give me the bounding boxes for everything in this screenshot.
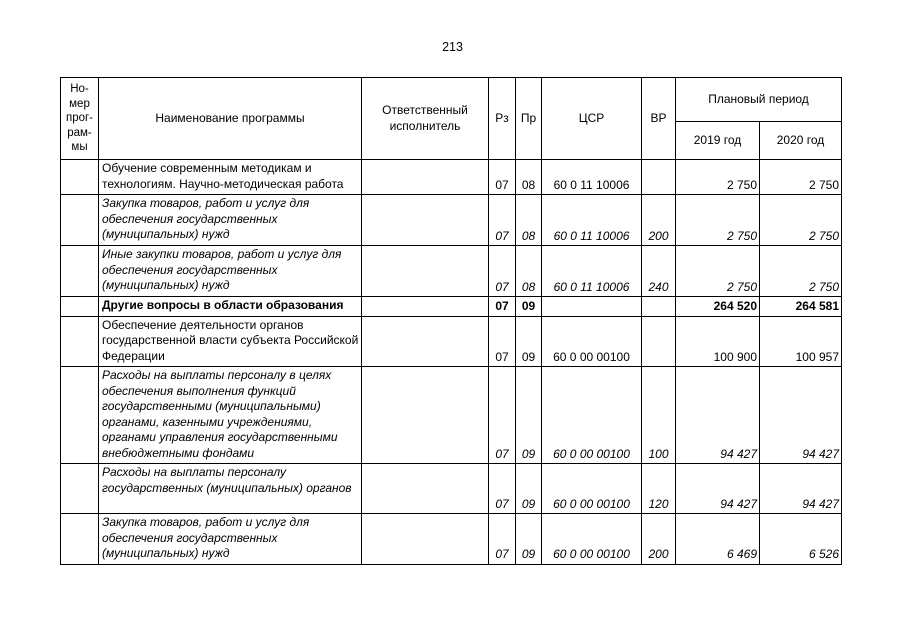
responsible-cell [362,195,489,246]
table-row [61,246,842,297]
pr-cell: 09 [516,297,542,317]
header-year-2019: 2019 год [676,122,760,160]
header-csr: ЦСР [542,78,642,160]
value-2019-cell: 2 750 [676,195,760,246]
pr-cell: 09 [516,514,542,565]
csr-cell: 60 0 11 10006 [542,246,642,297]
budget-table [60,77,842,565]
program-number-cell [61,367,99,464]
rz-cell: 07 [489,195,516,246]
value-2020-cell: 94 427 [760,367,842,464]
value-2019-cell: 94 427 [676,367,760,464]
responsible-cell [362,514,489,565]
table-row [61,195,842,246]
value-2020-cell: 94 427 [760,464,842,514]
vr-cell: 100 [642,367,676,464]
page-number: 213 [442,40,463,54]
csr-cell: 60 0 11 10006 [542,195,642,246]
program-name-cell: Закупка товаров, работ и услуг для обеспечения государственных (муниципальных) нужд [99,195,362,246]
table-row [61,297,842,317]
value-2019-cell: 2 750 [676,160,760,195]
pr-cell: 09 [516,367,542,464]
value-2019-cell: 6 469 [676,514,760,565]
csr-cell: 60 0 00 00100 [542,367,642,464]
pr-cell: 08 [516,246,542,297]
header-vr: ВР [642,78,676,160]
program-name-cell: Другие вопросы в области образования [99,297,362,317]
program-name-cell: Иные закупки товаров, работ и услуг для обеспечения государственных (муниципальных) нужд [99,246,362,297]
csr-cell: 60 0 11 10006 [542,160,642,195]
header-program-number: Но-мер прог-рам-мы [61,78,99,160]
header-rz: Рз [489,78,516,160]
responsible-cell [362,464,489,514]
pr-cell: 08 [516,160,542,195]
program-number-cell [61,297,99,317]
value-2020-cell: 2 750 [760,246,842,297]
responsible-cell [362,297,489,317]
rz-cell: 07 [489,367,516,464]
rz-cell: 07 [489,246,516,297]
vr-cell: 240 [642,246,676,297]
responsible-cell [362,367,489,464]
value-2019-cell: 94 427 [676,464,760,514]
program-number-cell [61,246,99,297]
rz-cell: 07 [489,316,516,367]
vr-cell: 120 [642,464,676,514]
program-name-cell: Расходы на выплаты персоналу государственных (муниципальных) органов [99,464,362,514]
pr-cell: 09 [516,316,542,367]
value-2020-cell: 6 526 [760,514,842,565]
table-body [61,160,842,565]
csr-cell: 60 0 00 00100 [542,464,642,514]
value-2020-cell: 264 581 [760,297,842,317]
header-year-2020: 2020 год [760,122,842,160]
pr-cell: 08 [516,195,542,246]
program-name-cell: Обеспечение деятельности органов государственной власти субъекта Российской Федерации [99,316,362,367]
value-2019-cell: 100 900 [676,316,760,367]
responsible-cell [362,246,489,297]
program-number-cell [61,160,99,195]
value-2019-cell: 2 750 [676,246,760,297]
header-pr: Пр [516,78,542,160]
value-2020-cell: 100 957 [760,316,842,367]
rz-cell: 07 [489,514,516,565]
vr-cell: 200 [642,514,676,565]
header-program-name: Наименование программы [99,78,362,160]
vr-cell: 200 [642,195,676,246]
table-row [61,464,842,514]
value-2019-cell: 264 520 [676,297,760,317]
rz-cell: 07 [489,464,516,514]
pr-cell: 09 [516,464,542,514]
rz-cell: 07 [489,160,516,195]
program-name-cell: Расходы на выплаты персоналу в целях обеспечения выполнения функций государственными (муниципальными) органами, казенными учреждениями, органами управления государственными внебюджетными фондами [99,367,362,464]
vr-cell [642,297,676,317]
vr-cell [642,160,676,195]
value-2020-cell: 2 750 [760,195,842,246]
csr-cell: 60 0 00 00100 [542,316,642,367]
table-row [61,160,842,195]
responsible-cell [362,316,489,367]
program-number-cell [61,464,99,514]
vr-cell [642,316,676,367]
rz-cell: 07 [489,297,516,317]
table-row [61,316,842,367]
csr-cell [542,297,642,317]
table-row [61,514,842,565]
table-row [61,367,842,464]
value-2020-cell: 2 750 [760,160,842,195]
header-responsible: Ответственный исполнитель [362,78,489,160]
program-number-cell [61,316,99,367]
csr-cell: 60 0 00 00100 [542,514,642,565]
program-name-cell: Закупка товаров, работ и услуг для обеспечения государственных (муниципальных) нужд [99,514,362,565]
responsible-cell [362,160,489,195]
header-planning-period: Плановый период [676,78,842,122]
program-number-cell [61,195,99,246]
program-number-cell [61,514,99,565]
program-name-cell: Обучение современным методикам и технологиям. Научно-методическая работа [99,160,362,195]
